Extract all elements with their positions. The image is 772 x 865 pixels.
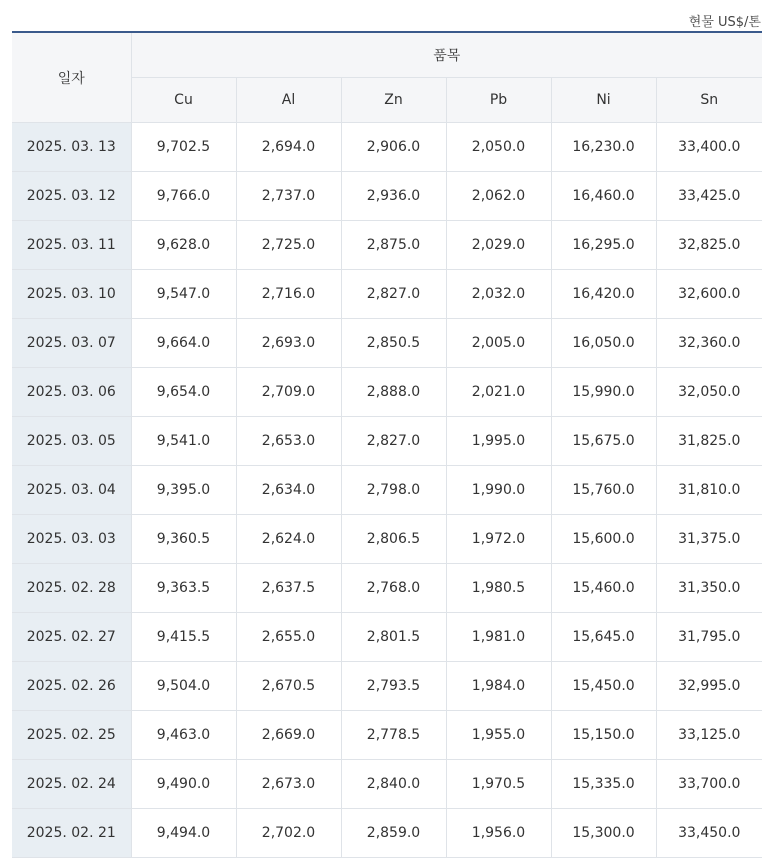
price-cell-sn: 33,400.0 [656,123,762,172]
price-cell-sn: 31,795.0 [656,613,762,662]
table-row [12,515,762,564]
price-cell-sn: 31,375.0 [656,515,762,564]
price-cell-sn: 33,700.0 [656,760,762,809]
price-cell-ni: 15,990.0 [551,368,656,417]
price-cell-sn: 33,125.0 [656,711,762,760]
price-cell-pb: 1,980.5 [446,564,551,613]
date-cell: 2025. 03. 10 [12,270,131,319]
price-cell-zn: 2,778.5 [341,711,446,760]
price-cell-al: 2,709.0 [236,368,341,417]
price-cell-pb: 2,062.0 [446,172,551,221]
price-cell-pb: 2,032.0 [446,270,551,319]
table-row [12,417,762,466]
table-row [12,319,762,368]
price-cell-sn: 32,995.0 [656,662,762,711]
price-cell-al: 2,634.0 [236,466,341,515]
price-cell-pb: 1,972.0 [446,515,551,564]
price-cell-al: 2,694.0 [236,123,341,172]
column-header-ni: Ni [551,78,656,123]
table-row [12,221,762,270]
price-cell-zn: 2,906.0 [341,123,446,172]
price-cell-ni: 15,645.0 [551,613,656,662]
price-cell-sn: 32,360.0 [656,319,762,368]
price-cell-zn: 2,888.0 [341,368,446,417]
price-cell-pb: 1,984.0 [446,662,551,711]
price-cell-al: 2,669.0 [236,711,341,760]
price-cell-al: 2,670.5 [236,662,341,711]
price-cell-ni: 15,300.0 [551,809,656,858]
price-cell-al: 2,624.0 [236,515,341,564]
price-cell-al: 2,725.0 [236,221,341,270]
price-cell-sn: 32,050.0 [656,368,762,417]
metal-price-table [12,31,762,858]
item-group-header: 품목 [131,32,762,78]
price-cell-zn: 2,798.0 [341,466,446,515]
price-cell-al: 2,653.0 [236,417,341,466]
price-cell-al: 2,716.0 [236,270,341,319]
column-header-zn: Zn [341,78,446,123]
price-cell-al: 2,693.0 [236,319,341,368]
price-cell-zn: 2,827.0 [341,270,446,319]
date-cell: 2025. 02. 21 [12,809,131,858]
price-cell-zn: 2,859.0 [341,809,446,858]
price-cell-sn: 31,825.0 [656,417,762,466]
price-cell-pb: 1,955.0 [446,711,551,760]
price-cell-ni: 16,420.0 [551,270,656,319]
date-cell: 2025. 02. 27 [12,613,131,662]
price-cell-cu: 9,490.0 [131,760,236,809]
price-cell-cu: 9,415.5 [131,613,236,662]
column-header-al: Al [236,78,341,123]
price-cell-al: 2,673.0 [236,760,341,809]
price-cell-pb: 1,990.0 [446,466,551,515]
price-cell-pb: 1,956.0 [446,809,551,858]
table-row [12,809,762,858]
price-cell-cu: 9,664.0 [131,319,236,368]
price-cell-cu: 9,504.0 [131,662,236,711]
table-row [12,172,762,221]
table-row [12,711,762,760]
date-cell: 2025. 03. 12 [12,172,131,221]
column-header-pb: Pb [446,78,551,123]
table-row [12,466,762,515]
date-cell: 2025. 02. 28 [12,564,131,613]
price-cell-zn: 2,827.0 [341,417,446,466]
price-cell-cu: 9,363.5 [131,564,236,613]
price-cell-al: 2,655.0 [236,613,341,662]
price-cell-ni: 16,460.0 [551,172,656,221]
price-cell-ni: 16,230.0 [551,123,656,172]
table-body [12,123,762,858]
price-cell-zn: 2,875.0 [341,221,446,270]
price-cell-pb: 2,005.0 [446,319,551,368]
date-cell: 2025. 03. 03 [12,515,131,564]
column-header-cu: Cu [131,78,236,123]
price-cell-sn: 31,810.0 [656,466,762,515]
price-cell-ni: 16,050.0 [551,319,656,368]
date-cell: 2025. 03. 06 [12,368,131,417]
price-cell-pb: 2,029.0 [446,221,551,270]
date-cell: 2025. 03. 04 [12,466,131,515]
date-cell: 2025. 03. 11 [12,221,131,270]
date-column-header: 일자 [12,32,131,123]
price-cell-cu: 9,463.0 [131,711,236,760]
price-cell-cu: 9,360.5 [131,515,236,564]
price-cell-cu: 9,654.0 [131,368,236,417]
price-cell-zn: 2,850.5 [341,319,446,368]
price-cell-pb: 1,981.0 [446,613,551,662]
price-cell-ni: 16,295.0 [551,221,656,270]
price-cell-al: 2,702.0 [236,809,341,858]
price-cell-sn: 32,600.0 [656,270,762,319]
price-cell-cu: 9,628.0 [131,221,236,270]
unit-label: 현물 US$/톤 [688,15,761,30]
price-cell-ni: 15,600.0 [551,515,656,564]
table-row [12,123,762,172]
price-cell-ni: 15,450.0 [551,662,656,711]
price-cell-zn: 2,793.5 [341,662,446,711]
price-cell-sn: 33,425.0 [656,172,762,221]
price-table-container [12,31,762,858]
price-cell-cu: 9,766.0 [131,172,236,221]
price-cell-ni: 15,335.0 [551,760,656,809]
price-cell-zn: 2,936.0 [341,172,446,221]
price-cell-zn: 2,768.0 [341,564,446,613]
price-cell-sn: 32,825.0 [656,221,762,270]
column-header-sn: Sn [656,78,762,123]
price-cell-ni: 15,460.0 [551,564,656,613]
table-header [12,32,762,123]
price-cell-pb: 2,021.0 [446,368,551,417]
date-cell: 2025. 03. 07 [12,319,131,368]
price-cell-zn: 2,801.5 [341,613,446,662]
price-cell-cu: 9,494.0 [131,809,236,858]
table-row [12,368,762,417]
price-cell-ni: 15,675.0 [551,417,656,466]
price-cell-pb: 1,970.5 [446,760,551,809]
price-cell-al: 2,637.5 [236,564,341,613]
price-cell-pb: 1,995.0 [446,417,551,466]
table-row [12,662,762,711]
table-row [12,760,762,809]
table-row [12,564,762,613]
price-cell-ni: 15,760.0 [551,466,656,515]
price-cell-cu: 9,702.5 [131,123,236,172]
table-row [12,270,762,319]
price-cell-ni: 15,150.0 [551,711,656,760]
price-cell-al: 2,737.0 [236,172,341,221]
date-cell: 2025. 02. 24 [12,760,131,809]
date-cell: 2025. 03. 13 [12,123,131,172]
date-cell: 2025. 02. 25 [12,711,131,760]
date-cell: 2025. 03. 05 [12,417,131,466]
price-cell-cu: 9,541.0 [131,417,236,466]
price-cell-cu: 9,547.0 [131,270,236,319]
table-row [12,613,762,662]
price-cell-zn: 2,806.5 [341,515,446,564]
price-cell-cu: 9,395.0 [131,466,236,515]
price-cell-sn: 33,450.0 [656,809,762,858]
date-cell: 2025. 02. 26 [12,662,131,711]
price-cell-zn: 2,840.0 [341,760,446,809]
price-cell-pb: 2,050.0 [446,123,551,172]
price-cell-sn: 31,350.0 [656,564,762,613]
